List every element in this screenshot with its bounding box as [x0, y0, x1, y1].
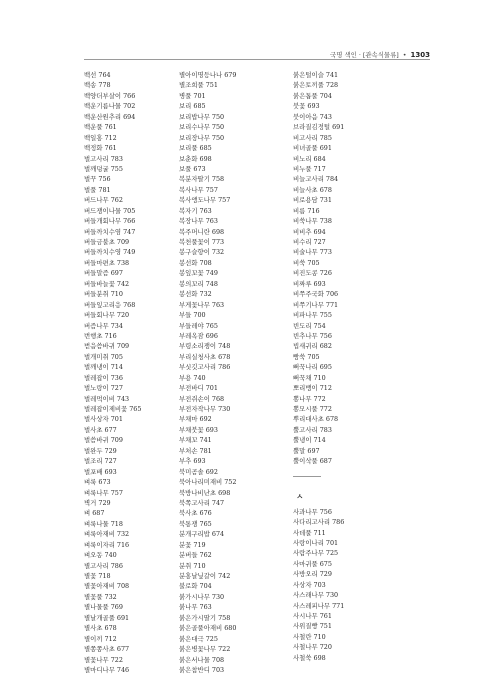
index-entry: 벋음씀바귀 709: [84, 342, 130, 351]
index-entry: 비비추 694: [293, 227, 326, 236]
index-entry: 사데풀 711: [293, 528, 326, 537]
index-entry: 부채붓꽃 693: [179, 425, 218, 434]
index-entry: 별이끼 712: [84, 634, 117, 643]
index-entry: 보리장나무 750: [179, 133, 225, 142]
index-entry: 비쑥나무 738: [293, 217, 332, 226]
index-entry: 벌사초 677: [84, 425, 117, 434]
index-entry: 별마디나무 746: [84, 665, 130, 674]
index-entry: 백운산원추리 694: [84, 112, 136, 121]
index-entry: 복사앵도나무 757: [179, 196, 231, 205]
index-entry: 비고사리 785: [293, 133, 332, 142]
index-entry: 벌사상자 701: [84, 415, 123, 424]
index-entry: 붓꽃 693: [293, 102, 320, 111]
index-entry: 버들금불초 709: [84, 238, 130, 246]
index-entry: 번행초 716: [84, 331, 117, 340]
index-entry: 붉은털이슬 741: [293, 71, 339, 79]
index-entry: 벌포배 693: [84, 467, 117, 476]
index-entry: 별꽃나무 722: [84, 655, 123, 664]
index-entry: 뿔말 697: [293, 446, 320, 455]
index-entry: 사람주나무 725: [293, 549, 339, 558]
index-entry: 버들분취 710: [84, 290, 123, 299]
index-entry: 뿌리대사초 678: [293, 415, 339, 424]
index-entry: 비름 716: [293, 206, 320, 215]
section-divider: [293, 476, 321, 477]
index-entry: 뿔고사리 783: [293, 425, 332, 434]
index-entry: 보리밥나무 750: [179, 112, 225, 121]
index-entry: 비누풀 717: [293, 164, 326, 173]
index-entry: 뽕모시풀 772: [293, 405, 332, 413]
index-entry: 백양더부살이 766: [84, 91, 136, 100]
index-entry: 보리수나무 750: [179, 123, 225, 132]
header-bullet: •: [402, 50, 407, 59]
index-entry: 벌레잡이제비꽃 765: [84, 405, 142, 413]
index-entry: 비쭈주국화 706: [293, 290, 339, 299]
index-entry: 뿔이삭풀 687: [293, 457, 332, 466]
index-entry: 봉잎꼬꽃 749: [179, 269, 218, 278]
index-entry: 뻐꾹나리 695: [293, 363, 332, 372]
index-entry: 비파나무 755: [293, 311, 332, 320]
index-entry: 붉은참반디 703: [179, 665, 225, 674]
index-entry: 버들개회나무 766: [84, 217, 136, 226]
page-number: 1303: [410, 50, 430, 59]
index-entry: 비늘고사리 784: [293, 175, 339, 184]
index-entry: 부들 700: [179, 311, 206, 320]
index-entry: 비늘사초 678: [293, 185, 332, 194]
index-entry: 비쭈기나무 771: [293, 300, 339, 309]
index-entry: 빈추나무 756: [293, 331, 332, 340]
index-entry: 사방오리 729: [293, 570, 332, 579]
index-entry: 비로용담 731: [293, 196, 332, 205]
index-entry: 불로화 704: [179, 582, 212, 591]
index-entry: 벌레잡이 736: [84, 373, 123, 382]
index-entry: 비진도콩 726: [293, 269, 332, 278]
index-entry: 부전자작나무 730: [179, 405, 231, 413]
index-entry: 별아이명등나나 679: [179, 71, 237, 79]
index-entry: 버들잎고리응 768: [84, 300, 136, 309]
index-entry: 붉가시나무 730: [179, 592, 225, 601]
index-entry: 별사초 678: [84, 624, 117, 633]
index-entry: 별꽃아재비 708: [84, 582, 130, 591]
index-entry: 빵쑥 705: [293, 352, 320, 361]
index-entry: 부전쥐손이 768: [179, 394, 225, 403]
index-entry: 부들레야 765: [179, 321, 218, 330]
index-entry: 벼 687: [84, 509, 105, 518]
index-entry: 사시나무 761: [293, 612, 332, 620]
index-entry: 브라질김정털 691: [293, 123, 345, 132]
index-entry: 봉선화 732: [179, 290, 212, 299]
index-entry: 벌조리 727: [84, 457, 117, 466]
index-entry: 버드나무 762: [84, 196, 123, 205]
index-entry: 벼룩 673: [84, 478, 111, 487]
index-entry: 봉의꼬리 748: [179, 279, 218, 288]
index-entry: 부레옥잠 696: [179, 331, 218, 340]
header-rule: [84, 59, 430, 60]
index-entry: 별꽃 718: [84, 572, 111, 580]
index-entry: 보리풀 685: [179, 144, 212, 153]
index-entry: 복주머니란 698: [179, 227, 225, 236]
index-entry: 분홍날닢갈이 742: [179, 572, 231, 580]
index-entry: 백송 778: [84, 81, 111, 90]
index-entry: 보리 685: [179, 102, 206, 111]
index-entry: 벌깨냉이 714: [84, 363, 123, 372]
index-entry: 복분자딸기 758: [179, 175, 225, 184]
index-entry: 비술나무 773: [293, 248, 332, 257]
index-entry: 백정화 761: [84, 144, 117, 153]
index-entry: 봉구슬향이 732: [179, 248, 225, 257]
index-entry: 벽거 729: [84, 498, 111, 507]
index-entry: 북통쟁 765: [179, 519, 212, 528]
index-entry: 비녀골풀 691: [293, 144, 332, 153]
index-entry: 백운풀 761: [84, 123, 117, 132]
index-entry: 붉나무 763: [179, 603, 212, 612]
index-entry: 부게꽃나무 763: [179, 300, 225, 309]
index-entry: 사상자 703: [293, 580, 326, 589]
index-entry: 비짜루 693: [293, 279, 326, 288]
index-entry: 붉은대극 725: [179, 634, 218, 643]
index-entry: 부싯깃고사리 786: [179, 363, 231, 372]
index-entry: 벼룩아재비 732: [84, 530, 130, 539]
index-entry: 복사나무 757: [179, 185, 218, 194]
index-entry: 벌완두 729: [84, 446, 117, 455]
index-entry: 사다리고사리 786: [293, 518, 345, 527]
index-entry: 부령소리쟁이 748: [179, 342, 231, 351]
index-entry: 분버들 762: [179, 551, 212, 560]
index-entry: 부전바디 701: [179, 384, 218, 393]
index-entry: 별날개골풀 691: [84, 613, 130, 622]
index-entry: 사철나무 720: [293, 643, 332, 652]
index-entry: 별조희풀 751: [179, 81, 218, 90]
index-entry: 사과나무 756: [293, 507, 332, 516]
index-entry: 분개구리밥 674: [179, 530, 225, 539]
index-entry: 벼룩나무 757: [84, 488, 123, 497]
index-entry: 비노리 684: [293, 154, 326, 163]
index-entry: 벌레먹이비 743: [84, 394, 130, 403]
index-entry: 사위질빵 751: [293, 622, 332, 631]
index-entry: 버들말즘 697: [84, 269, 123, 278]
index-entry: 버드쟁이나물 705: [84, 206, 136, 215]
index-entry: 벌씀바귀 709: [84, 436, 123, 445]
index-entry: 버들바늘꽃 742: [84, 279, 130, 288]
index-entry: 사랑이나리 701: [293, 538, 339, 547]
index-entry: 비쑥 705: [293, 258, 320, 267]
index-entry: 버들까치수영 749: [84, 248, 136, 257]
index-entry: 사철쑥 698: [293, 653, 326, 662]
index-entry: 붉은톱풀 704: [293, 91, 332, 100]
index-entry: 벼오동 740: [84, 551, 117, 560]
index-entry: 별꽃풀 732: [84, 592, 117, 601]
index-entry: 북쪽고사리 747: [179, 498, 225, 507]
index-entry: 백일홍 712: [84, 133, 117, 142]
index-entry: 별쫑쫑사초 677: [84, 645, 130, 654]
index-entry: 복자기 763: [179, 206, 212, 215]
index-entry: 붓이아음 743: [293, 112, 332, 121]
index-entry: 복천풀꽃이 773: [179, 238, 225, 246]
index-entry: 봉선화 708: [179, 258, 212, 267]
index-entry: 부처손 781: [179, 446, 212, 455]
index-entry: 버들마편초 738: [84, 258, 130, 267]
index-entry: 붉은가시딸기 758: [179, 613, 231, 622]
index-entry: 붉은골풀아재비 680: [179, 624, 237, 633]
index-entry: 사철란 710: [293, 632, 326, 641]
index-entry: 별고사리 786: [84, 561, 123, 570]
index-entry: 벌노랑이 727: [84, 384, 123, 393]
index-column-3: [293, 70, 409, 663]
index-entry: 빕새귀리 682: [293, 342, 332, 351]
index-entry: 백운기름나물 702: [84, 102, 136, 111]
index-entry: 벌고사리 783: [84, 154, 123, 163]
page-header: [330, 50, 430, 59]
index-entry: 붉은서나물 708: [179, 655, 225, 664]
index-entry: 붉은토끼풀 728: [293, 81, 339, 90]
index-entry: 벌개미취 705: [84, 352, 123, 361]
index-entry: 북아나리미재비 752: [179, 478, 237, 487]
section-entries: [293, 507, 409, 664]
index-entry: 벌깨덩굴 755: [84, 164, 123, 173]
index-entry: 뽕나무 772: [293, 394, 326, 403]
index-entry: 부용 740: [179, 373, 206, 382]
index-columns: [84, 70, 430, 674]
column-3-entries: [293, 70, 409, 467]
section-heading: ㅅ: [296, 491, 304, 501]
index-entry: 버즘나무 734: [84, 321, 123, 330]
index-entry: 버들회나무 720: [84, 311, 130, 320]
index-entry: 보춘화 698: [179, 154, 212, 163]
index-entry: 병풀 701: [179, 91, 206, 100]
index-column-2: [179, 70, 295, 675]
index-entry: 뿔냉이 714: [293, 436, 326, 445]
index-entry: 사스래나무 730: [293, 591, 339, 600]
index-entry: 비수리 727: [293, 238, 326, 246]
index-entry: 부채마 692: [179, 415, 212, 424]
running-title: 국명 색인 · [관속식물류]: [330, 51, 399, 59]
index-entry: 보풀 673: [179, 164, 206, 173]
index-entry: 부추 693: [179, 457, 206, 466]
index-entry: 북미곰솔 692: [179, 467, 218, 476]
index-entry: 분꽃 719: [179, 540, 206, 549]
index-entry: 버들까치수염 747: [84, 227, 136, 236]
index-entry: 뽀리뱅이 712: [293, 384, 332, 393]
index-entry: 북사초 676: [179, 509, 212, 518]
index-entry: 사스레피나무 771: [293, 601, 345, 610]
index-entry: 북방나비난초 698: [179, 488, 231, 497]
index-entry: 벼룩이자리 716: [84, 540, 130, 549]
index-entry: 벌꾸 756: [84, 175, 111, 184]
index-entry: 별나물풀 769: [84, 603, 123, 612]
index-entry: 빈도리 754: [293, 321, 326, 330]
index-entry: 부리실청사초 678: [179, 352, 231, 361]
index-entry: 벌풀 781: [84, 185, 111, 194]
index-entry: 사마귀풀 675: [293, 559, 332, 568]
index-entry: 분취 710: [179, 561, 206, 570]
index-entry: 벼룩나물 718: [84, 519, 123, 528]
index-entry: 붉은병꽃나무 722: [179, 645, 231, 654]
index-entry: 백선 764: [84, 71, 111, 79]
index-entry: 뻐꾹채 710: [293, 373, 326, 382]
index-entry: 복장나무 763: [179, 217, 218, 226]
index-entry: 부채꼬 741: [179, 436, 212, 445]
